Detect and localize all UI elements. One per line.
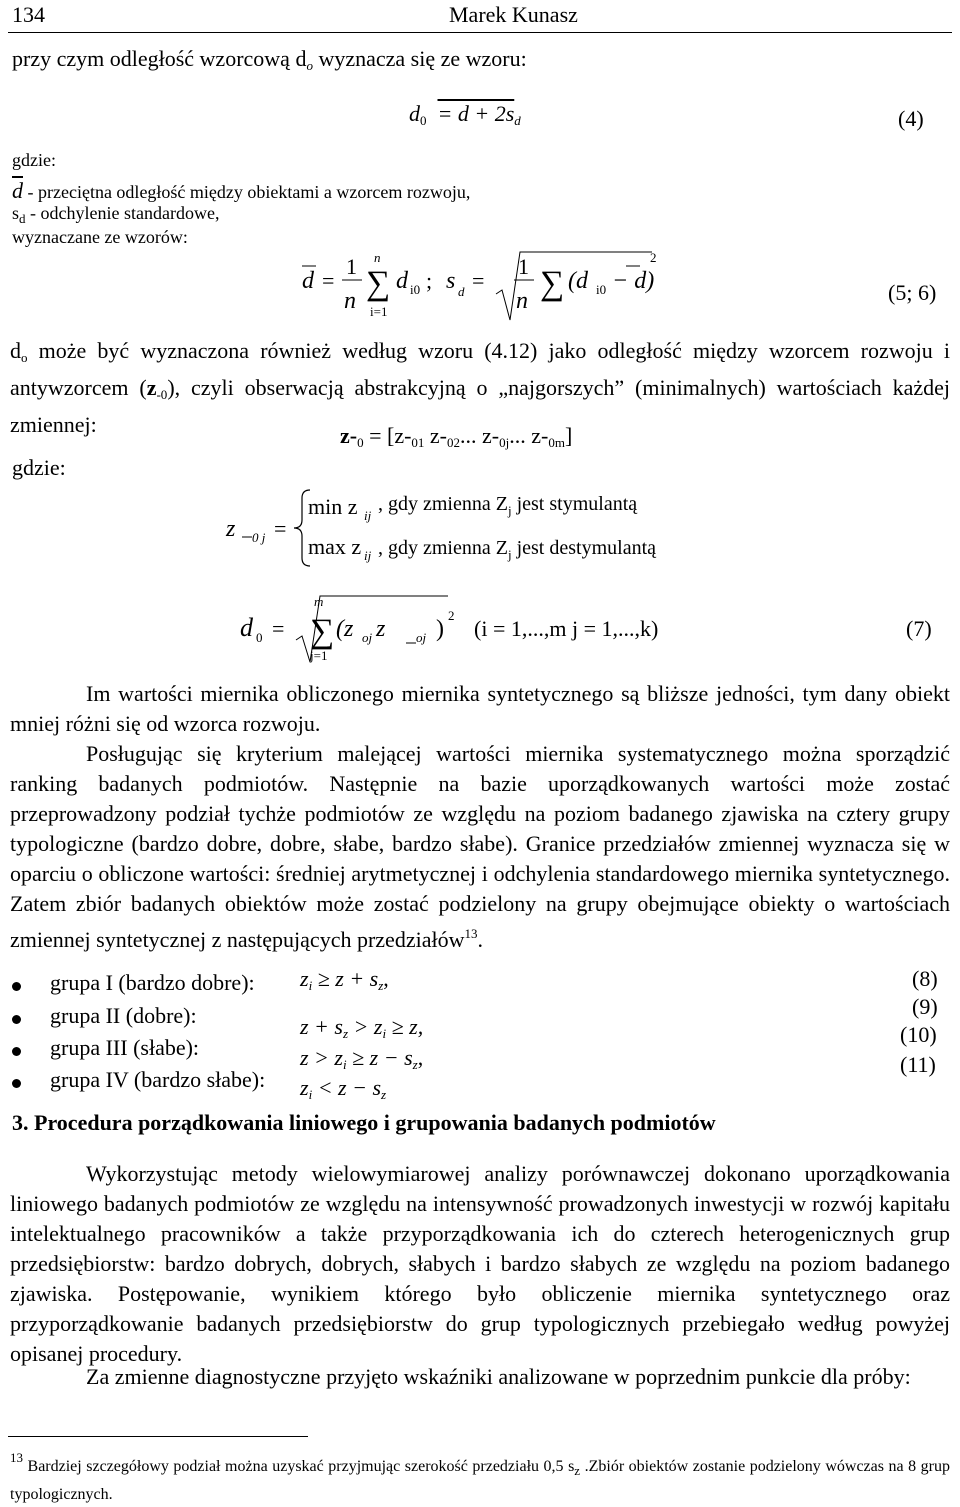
equation-5-6 <box>290 244 770 324</box>
group-4-number: (11) <box>900 1052 936 1077</box>
eq56-n-2: n <box>516 288 528 314</box>
eq7-range: (i = 1,...,m j = 1,...,k) <box>474 616 659 641</box>
piecewise-definition <box>222 484 782 572</box>
equation-7-number: (7) <box>906 616 932 641</box>
equation-4-number: (4) <box>898 106 924 131</box>
eq7-sum-sign: ∑ <box>310 613 335 650</box>
bullet <box>12 1015 21 1024</box>
eq7-lhs-sub: 0 <box>256 630 263 645</box>
piecewise-lhs-sub: 0 j <box>252 530 266 545</box>
bullet <box>12 1047 21 1056</box>
group-2-label: grupa II (dobre): <box>50 1003 197 1028</box>
eq56-sd: s <box>446 268 456 294</box>
eq7-pow: 2 <box>448 608 455 623</box>
eq7-body-sub2: oj <box>416 630 427 645</box>
eq7-body-sub1: oj <box>362 630 373 645</box>
group-2-formula: $z + s_z > z_i \ge z$, <box>300 1014 424 1041</box>
eq56-semicolon: ; <box>426 268 433 293</box>
piecewise-row1-text: , gdy zmienna $Z_j$ jest stymulantą <box>378 493 638 518</box>
eq7-minus: z <box>376 616 386 642</box>
eq56-di0: d <box>396 268 408 294</box>
eq56-sd-sub: d <box>458 284 465 299</box>
eq7-equals: = <box>272 616 285 641</box>
intro-line: przy czym odległość wzorcową $d_o$ wyznacza się ze wzoru: <box>12 46 527 73</box>
definition-sd: $s_d$ - odchylenie standardowe, <box>12 203 220 226</box>
equation-4: $d_0 = d + 2s_d$ <box>409 101 521 128</box>
footnote: $^{13}$ Bardziej szczegółowy podział można uzyskać przyjmując szerokość przedziału 0,5 $s_z$ .Zbiór obiektów zostanie podzielony wówczas na 8 grup typologicznych. <box>10 1450 950 1503</box>
page-number: 134 <box>12 2 45 27</box>
piecewise-row2-sub: ij <box>364 548 372 563</box>
definition-dbar: $\overline{d}$ - przeciętna odległość między obiektami a wzorcem rozwoju, <box>12 178 471 203</box>
eq56-one-2: 1 <box>518 254 529 279</box>
group-3-formula: $z > z_i \ge z - s_z$, <box>300 1045 424 1072</box>
eq56-pow: 2 <box>650 250 657 265</box>
gdzie-label-2: gdzie: <box>12 455 66 480</box>
piecewise-equals: = <box>274 516 287 541</box>
eq56-sum-bottom: i=1 <box>370 304 388 319</box>
group-4-formula: $z_i < z - s_z$ <box>300 1075 387 1102</box>
definition-wyznaczane: wyznaczane ze wzorów: <box>12 227 188 247</box>
footnote-rule <box>8 1436 308 1437</box>
bullet <box>12 982 21 991</box>
group-3-label: grupa III (słabe): <box>50 1035 200 1060</box>
bullet <box>12 1079 21 1088</box>
eq56-paren-sub: i0 <box>596 282 607 297</box>
eq56-minus-d: − d) <box>612 268 655 294</box>
piecewise-row2-op: max z <box>308 534 362 559</box>
paragraph-za-zmienne: Za zmienne diagnostyczne przyjęto wskaźniki analizowane w poprzednim punkcie dla próby: <box>86 1364 911 1389</box>
eq56-n: n <box>344 288 356 314</box>
piecewise-row1-sub: ij <box>364 508 372 523</box>
paragraph-wykorzystujac: Wykorzystując metody wielowymiarowej analizy porównawczej dokonano uporządkowania liniowego badanych podmiotów ze względu na intensywność prowadzonych inwestycji w rozwój kapitału intelektualnego pracowników a także przyporządkowania ich do czterech heterogenicznych grup przedsiębiorstw: bardzo dobrych, dobrych, słabych i bardzo słabych ze względu na poziom badanego zjawiska. Postępowanie, wynikiem którego było obliczenie miernika syntetycznego oraz przyporządkowanie badanych przedsiębiorstw do grup typologicznych przebiegało według powyżej opisanej procedury. <box>10 1161 950 1366</box>
eq56-di0-sub: i0 <box>410 282 421 297</box>
eq7-sum-bottom: j=1 <box>310 648 328 663</box>
group-1-formula: $z_i \ge z + s_z$, <box>300 966 389 993</box>
group-2-number: (9) <box>912 994 938 1019</box>
group-1-number: (8) <box>912 966 938 991</box>
eq7-lhs: d <box>240 613 253 642</box>
eq56-equals: = <box>322 268 335 293</box>
eq56-one: 1 <box>346 254 357 279</box>
paragraph-im: Im wartości miernika obliczonego miernika syntetycznego są bliższe jedności, tym dany obiekt mniej różni się od wzorca rozwoju. <box>10 681 950 736</box>
section-heading: 3. Procedura porządkowania liniowego i grupowania badanych podmiotów <box>12 1110 716 1135</box>
eq56-paren-open: (d <box>568 268 588 294</box>
piecewise-row1-op: min z <box>308 494 358 519</box>
piecewise-row2-text: , gdy zmienna $Z_j$ jest destymulantą <box>378 537 657 562</box>
running-header-author: Marek Kunasz <box>449 2 578 27</box>
piecewise-lhs: z <box>226 516 236 542</box>
eq56-sum-sign-2: ∑ <box>540 265 565 302</box>
vector-equation: $z-_0 = [z-_{01}$ $z-_{02}$... $z-_{0j}$... $z-_{0m}$] <box>340 423 573 450</box>
gdzie-label-1: gdzie: <box>12 150 56 170</box>
eq56-dbar: d <box>302 268 314 294</box>
header-rule <box>8 32 952 33</box>
eq7-body: (z <box>336 616 354 642</box>
group-4-label: grupa IV (bardzo słabe): <box>50 1067 266 1092</box>
eq7-sum-top: m <box>314 594 324 609</box>
eq56-equals-2: = <box>472 268 485 293</box>
equation-7 <box>226 590 706 664</box>
paragraph-poslugujac: Posługując się kryterium malejącej wartości miernika systematycznego można sporządzić ranking badanych podmiotów. Następnie na bazie uporządkowanych wartości może zostać przeprowadzony podział tychże podmiotów ze względu na poziom badanego zjawiska na cztery grupy typologiczne (bardzo dobre, dobre, słabe, bardzo słabe). Granice przedziałów zmiennej wyznacza się w oparciu o obliczone wartości: średniej arytmetycznej i odchylenia standardowego miernika syntetycznego. Zatem zbiór badanych obiektów może zostać podzielony na grupy obejmujące obiekty o wartościach zmiennej syntetycznej z następujących przedziałów$^{13}$. <box>10 741 950 952</box>
eq56-sum-top: n <box>374 250 381 265</box>
eq56-sum-sign: ∑ <box>366 265 391 302</box>
eq7-close: ) <box>436 616 444 642</box>
group-3-number: (10) <box>900 1022 937 1047</box>
equation-5-6-number: (5; 6) <box>888 280 937 305</box>
group-1-label: grupa I (bardzo dobre): <box>50 970 255 995</box>
paragraph-do: $d_o$ może być wyznaczona również według wzoru (4.12) jako odległość między wzorcem rozwoju i antywzorcem $(z_{-0})$, czyli obserwacją abstrakcyjną o „najgorszych” (minimalnych) wartościach każdej zmiennej: <box>10 338 950 437</box>
